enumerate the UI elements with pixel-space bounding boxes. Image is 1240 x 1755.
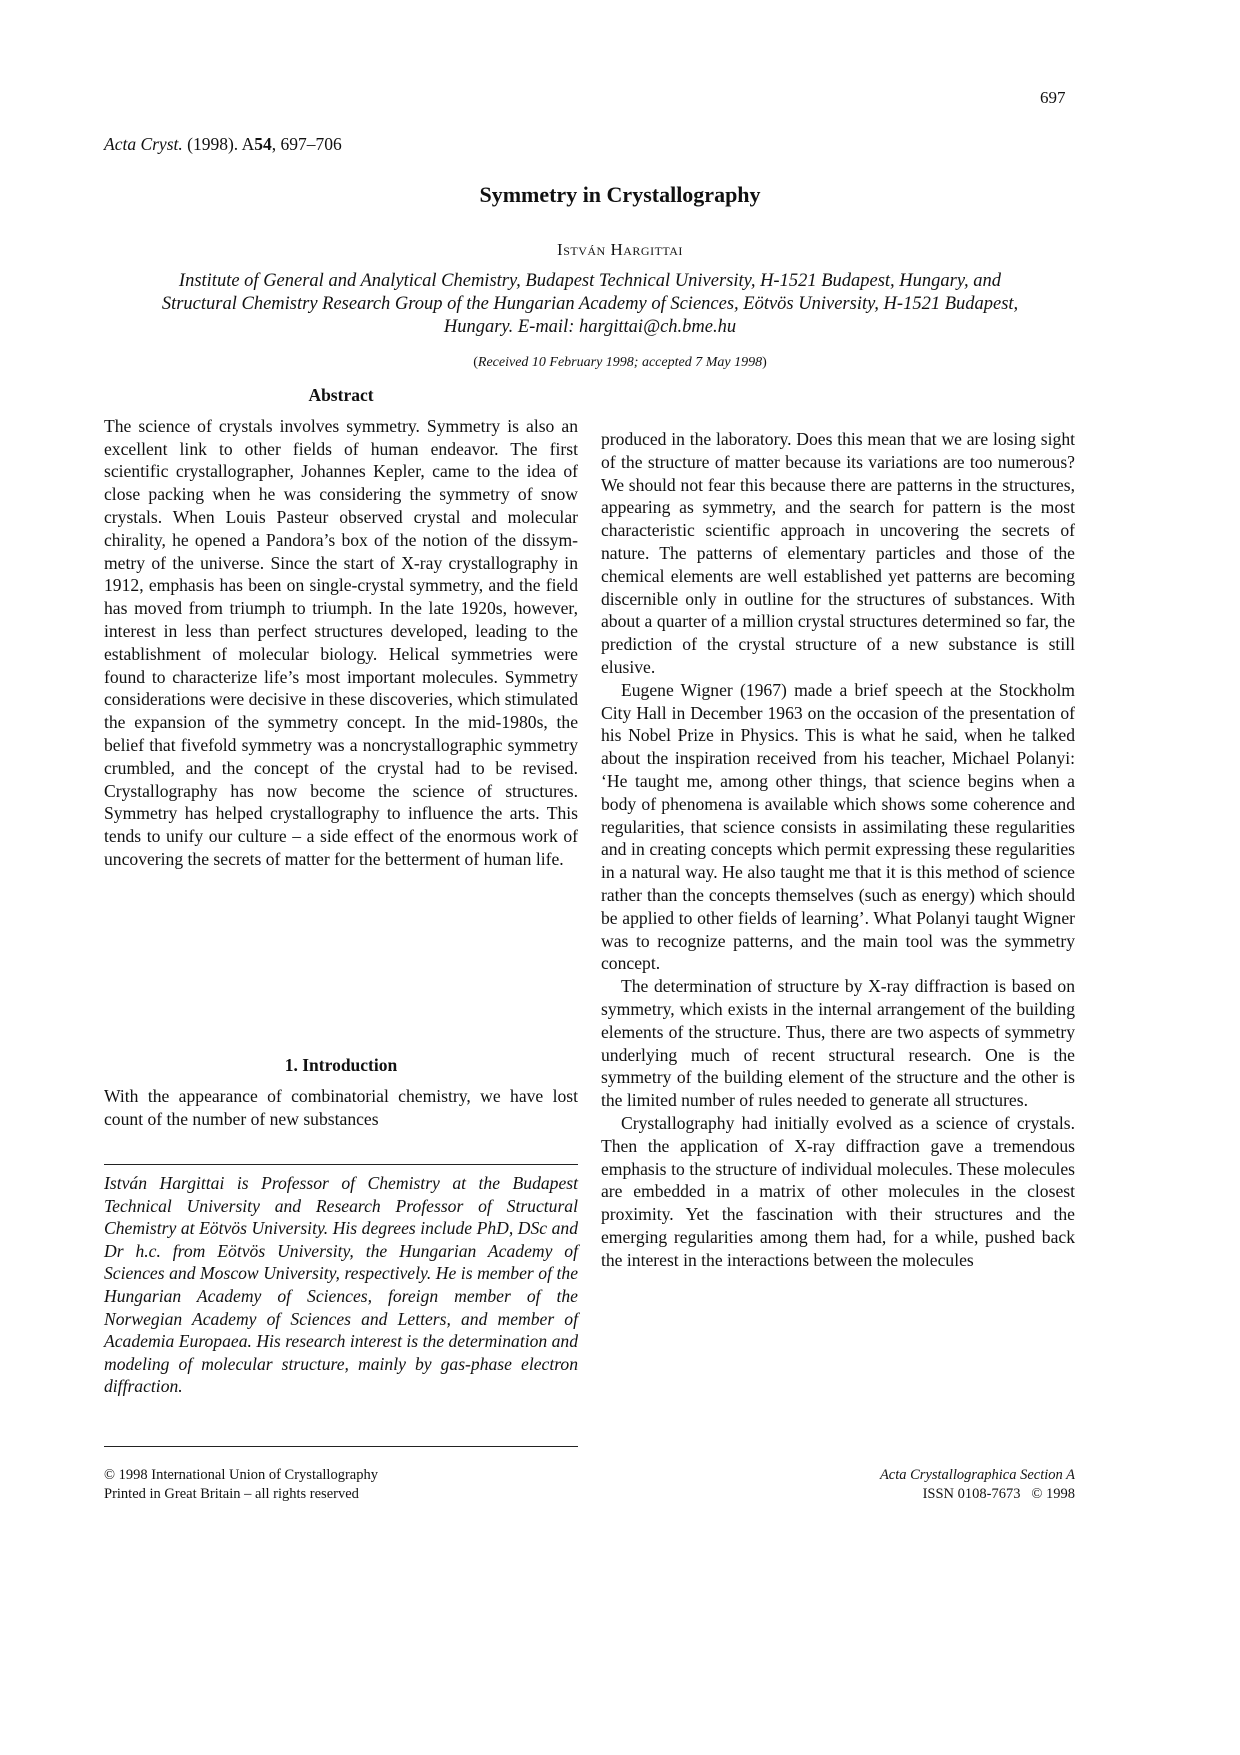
affiliation-line: Institute of General and Analytical Chemistry, Budapest Technical University, H-1521 Budapest, Hungary, and (178, 271, 1002, 291)
author-bio: István Hargittai is Professor of Chemistry at the Budapest Technical University and Research Professor of Structural Chemistry at Eötvös University. His degrees include PhD, DSc and Dr h.c. from Eötvös University, the Hungarian Academy of Sciences and Moscow University, respectively. He is member of the Hungarian Academy of Sciences, foreign member of the Norwegian Academy of Sciences and Letters, and member of Academia Europaea. His research interest is the determination and modeling of molecular structure, mainly by gas-phase electron diffraction. (104, 1173, 578, 1397)
journal-full-name: Acta Crystallographica Section A (879, 1467, 1075, 1483)
volume-number: 54 (254, 134, 272, 154)
page-range: , 697–706 (271, 134, 342, 154)
journal-year: (1998). (187, 134, 239, 154)
printed-line: Printed in Great Britain – all rights reserved (104, 1486, 359, 1502)
journal-name: Acta Cryst. (104, 134, 183, 154)
introduction-heading: 1. Introduction (284, 1055, 398, 1075)
affiliation-line: Hungary. E-mail: hargittai@ch.bme.hu (443, 317, 737, 337)
paragraph: produced in the laboratory. Does this mean that we are losing sight of the structure of matter because its variations are too numerous? We should not fear this because there are patterns in the structures, appearing as symmetry, and the search for pattern is the most characteristic scientific approach in uncovering the secrets of nature. The patterns of elementary particles and those of the chemical elements are well established yet patterns are becoming discernible only in outline for the structures of substances. With about a quarter of a million crystal structures determined so far, the prediction of the crystal structure of a new substance is still elusive. (601, 429, 1075, 677)
received-dates: (Received 10 February 1998; accepted 7 May 1998) (473, 355, 767, 370)
affiliation-line: Structural Chemistry Research Group of the Hungarian Academy of Sciences, Eötvös University, H-1521 Budapest, (161, 294, 1019, 314)
abstract-section (104, 384, 578, 871)
author-name (0, 240, 1240, 260)
footnote-rule (104, 1164, 578, 1165)
footer-left (104, 1466, 378, 1504)
footer-right (700, 1466, 1075, 1504)
footer-rule (104, 1446, 578, 1447)
introduction-section (104, 1054, 578, 1130)
affiliation (104, 270, 1076, 339)
paragraph: Crystallography had initially evolved as a science of crystals. Then the application of X-ray diffraction gave a tremendous emphasis to the structure of individual molecules. These molecules are embedded in a matrix of other molecules in the closest proximity. Yet the fascination with their structures and the emerging regularities among them had, for a while, pushed back the interest in the interactions between the molecules (601, 1112, 1075, 1270)
introduction-text-right (601, 428, 1075, 1271)
introduction-text-left: With the appearance of combinatorial chemistry, we have lost count of the number of new substances (104, 1085, 578, 1129)
paragraph: The determination of structure by X-ray diffraction is based on symmetry, which exists in the internal arrangement of the building elements of the structure. Thus, there are two aspects of symmetry underlying much of recent structural research. One is the symmetry of the building element of the structure and the other is the limited number of rules needed to generate all structures. (601, 976, 1075, 1111)
issn-line: ISSN 0108-7673 © 1998 (922, 1486, 1075, 1502)
received-text: Received 10 February 1998; accepted 7 May 1998 (477, 355, 763, 370)
copyright-line: © 1998 International Union of Crystallography (104, 1467, 378, 1483)
abstract-text: The science of crystals involves symmetry. Symmetry is also an excellent link to other fields of human endeavor. The first scientific crystallographer, Johannes Kepler, came to the idea of close packing when he was considering the symmetry of snow crystals. When Louis Pasteur observed crystal and molecular chirality, he opened a Pandora’s box of the notion of the dissymmetry of the universe. Since the start of X-ray crystallography in 1912, emphasis has been on single-crystal symmetry, and the field has moved from triumph to triumph. In the late 1920s, however, interest in less than perfect structures developed, leading to the establishment of molecular biology. Helical symmetries were found to characterize life’s most important molecules. Symmetry considerations were decisive in these discoveries, which stimulated the expansion of the symmetry concept. In the mid-1980s, the belief that fivefold symmetry was a noncrystallographic symmetry crumbled, and the concept of the crystal had to be revised. Crystallography has now become the science of structures. Symmetry has helped crystallography to influence the arts. This tends to unify our culture – a side effect of the enormous work of uncovering the secrets of matter for the betterment of human life. (104, 415, 578, 869)
author-name-text: István Hargittai (557, 240, 683, 259)
paragraph: Eugene Wigner (1967) made a brief speech at the Stockholm City Hall in December 1963 on the occasion of the presentation of his Nobel Prize in Physics. This is what he said, when he talked about the inspiration received from his teacher, Michael Polanyi: ‘He taught me, among other things, that science begins when a body of phenomena is available which shows some coherence and regularities, that science consists in assimilating these regularities and in creating concepts which permit expressing these regularities in a natural way. He also taught me that it is this method of science rather than the concepts themselves (such as energy) which should be applied to other fields of learning’. What Polanyi taught Wigner was to recognize patterns, and the main tool was the symmetry concept. (601, 679, 1075, 974)
abstract-heading: Abstract (308, 385, 374, 405)
paper-title: Symmetry in Crystallography (479, 182, 761, 207)
journal-citation (104, 134, 342, 155)
page-number: 697 (1040, 88, 1066, 107)
volume-prefix: A (241, 134, 255, 154)
